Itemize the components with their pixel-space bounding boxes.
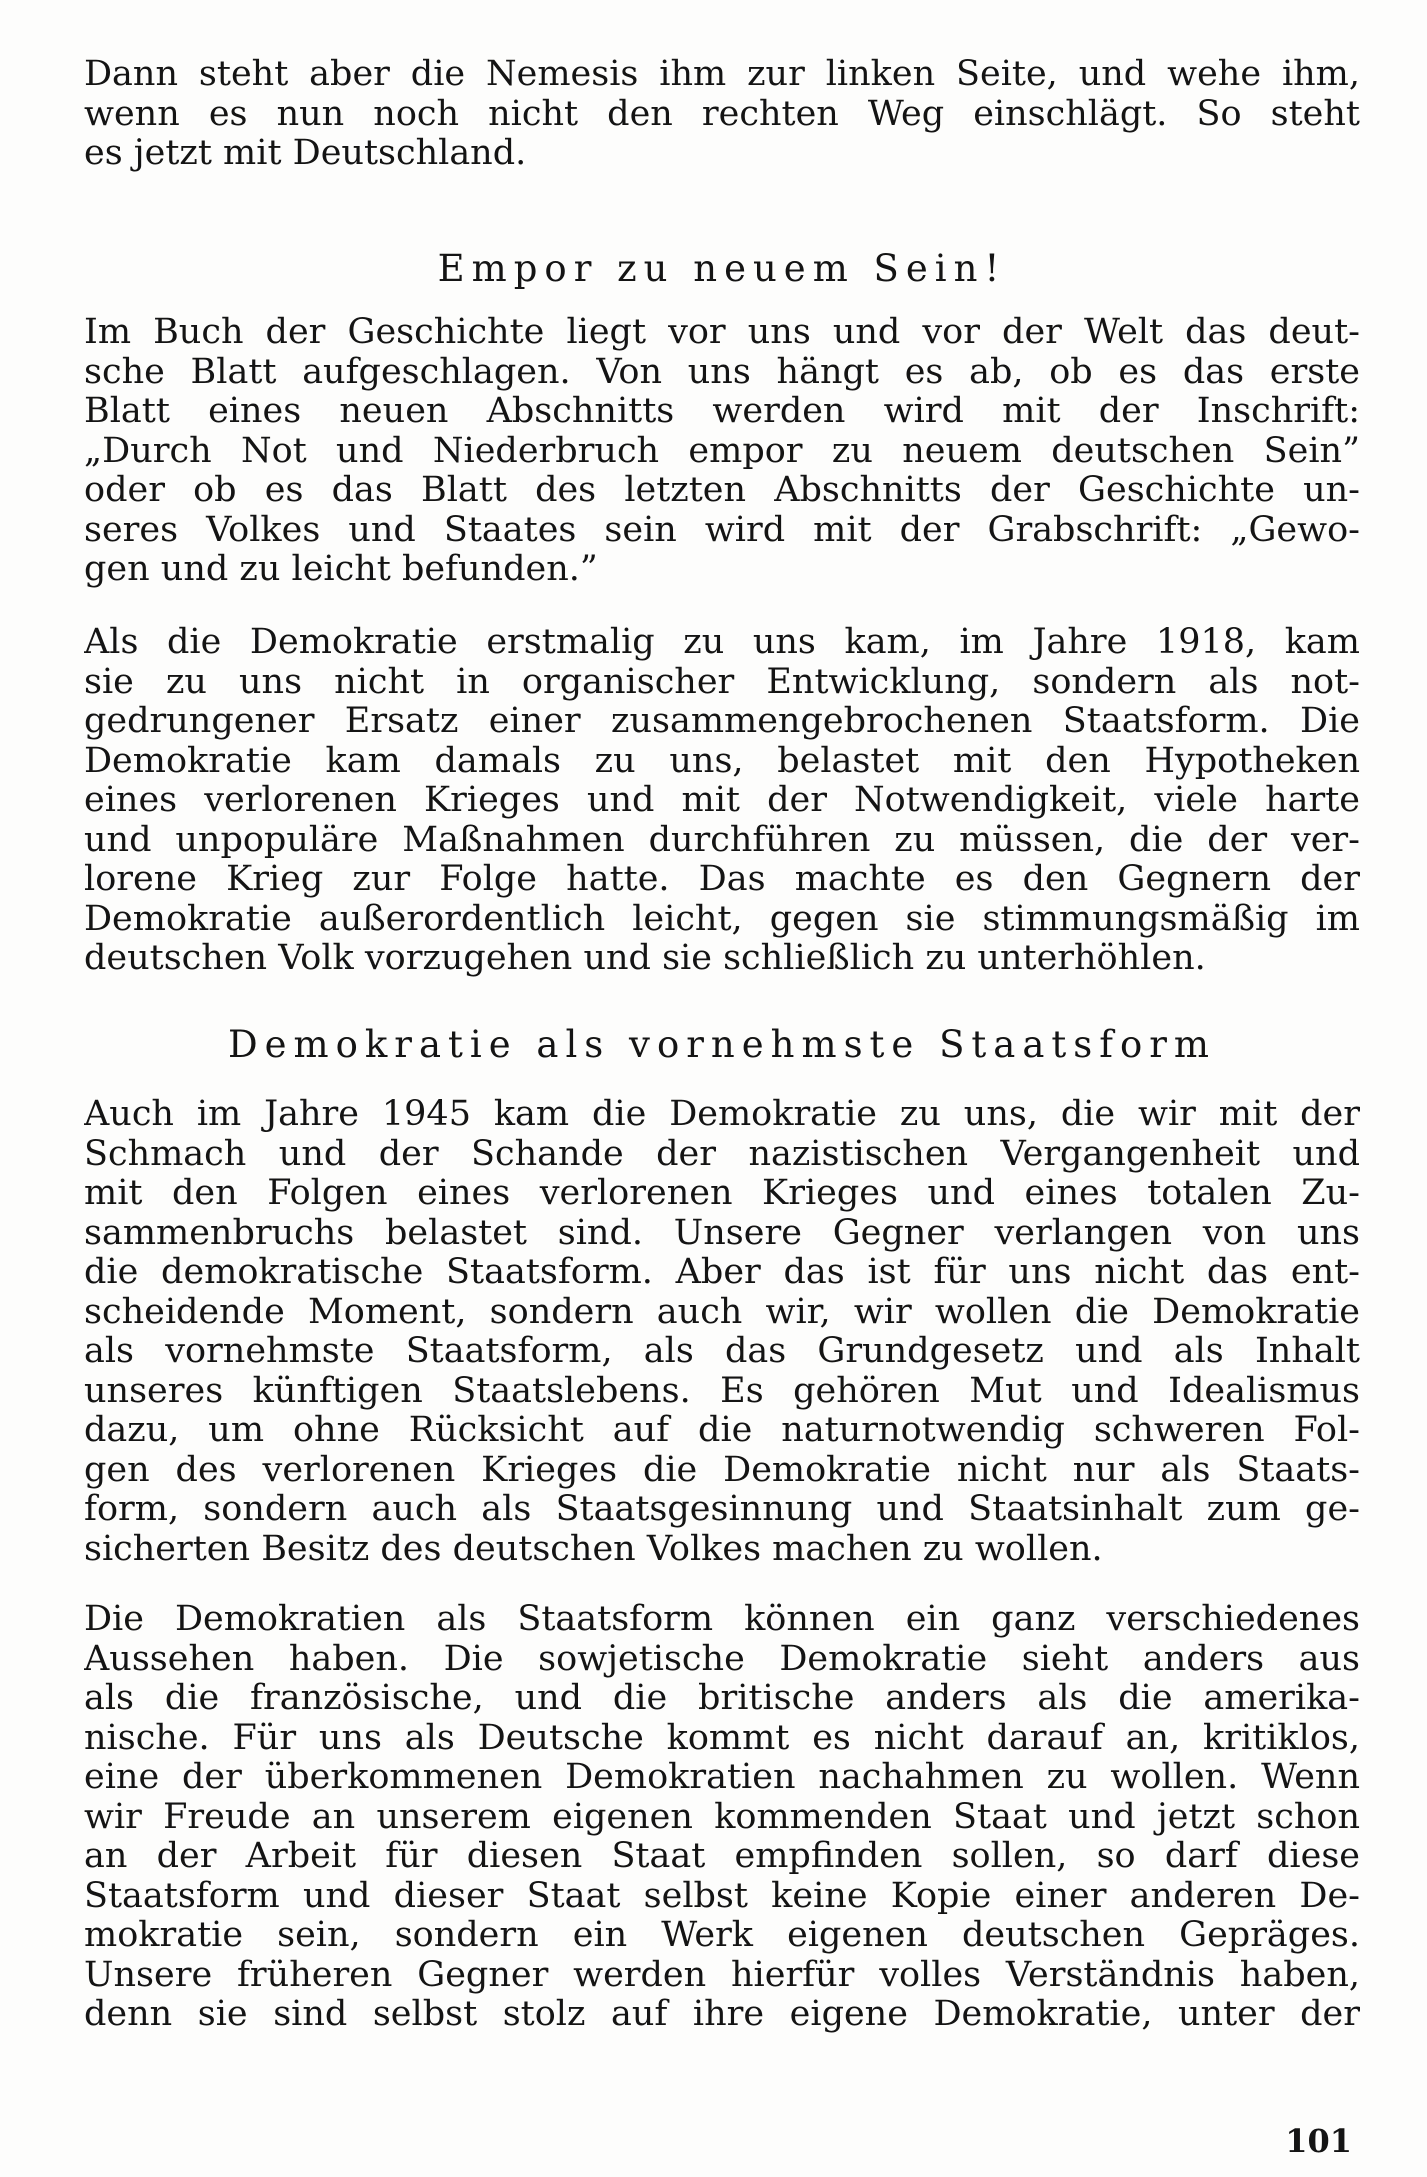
text-line: Demokratie außerordentlich leicht, gegen sie stimmungsmäßig im — [84, 899, 1360, 939]
paragraph-demokratie-1918 — [84, 623, 1360, 979]
text-line: scheidende Moment, sondern auch wir, wir wollen die Demokratie — [84, 1292, 1360, 1332]
text-line: eine der überkommenen Demokratien nachahmen zu wollen. Wenn — [84, 1758, 1360, 1797]
text-line: Blatt eines neuen Abschnitts werden wird mit der Inschrift: — [84, 392, 1360, 431]
text-line: Die Demokratien als Staatsform können ein ganz verschiedenes — [84, 1600, 1360, 1639]
section-heading-empor: Empor zu neuem Sein! — [437, 247, 1007, 290]
text-line: und unpopuläre Maßnahmen durchführen zu müssen, die der ver- — [84, 820, 1360, 860]
text-line: Demokratie kam damals zu uns, belastet mit den Hypotheken — [84, 741, 1360, 781]
text-line: Als die Demokratie erstmalig zu uns kam, im Jahre 1918, kam — [84, 623, 1360, 662]
text-line: Aussehen haben. Die sowjetische Demokratie sieht anders aus — [84, 1639, 1360, 1679]
paragraph-demokratien-staatsform — [84, 1600, 1360, 2035]
text-line: gedrungener Ersatz einer zusammengebrochenen Staatsform. Die — [84, 702, 1360, 741]
text-line: form, sondern auch als Staatsgesinnung und Staatsinhalt zum ge- — [84, 1490, 1360, 1529]
text-line: sammenbruchs belastet sind. Unsere Gegner verlangen von uns — [84, 1213, 1360, 1253]
section-heading-demokratie: Demokratie als vornehmste Staatsform — [227, 1023, 1217, 1066]
text-line: seres Volkes und Staates sein wird mit der Grabschrift: „Gewo- — [84, 510, 1360, 550]
text-line: als vornehmste Staatsform, als das Grundgesetz und als Inhalt — [84, 1332, 1360, 1371]
text-line: die demokratische Staatsform. Aber das ist für uns nicht das ent- — [84, 1253, 1360, 1292]
text-line: Schmach und der Schande der nazistischen Vergangenheit und — [84, 1134, 1360, 1174]
text-line: an der Arbeit für diesen Staat empfinden sollen, so darf diese — [84, 1837, 1360, 1876]
text-line: gen und zu leicht befunden.” — [84, 550, 598, 589]
text-line: deutschen Volk vorzugehen und sie schließlich zu unterhöhlen. — [84, 939, 1206, 978]
paragraph-buch-der-geschichte — [84, 313, 1360, 590]
text-line: eines verlorenen Krieges und mit der Notwendigkeit, viele harte — [84, 781, 1360, 820]
text-line: mit den Folgen eines verlorenen Krieges und eines totalen Zu- — [84, 1174, 1360, 1213]
text-line: Staatsform und dieser Staat selbst keine Kopie einer anderen De- — [84, 1876, 1360, 1916]
text-line: Dann steht aber die Nemesis ihm zur linken Seite, und wehe ihm, — [84, 55, 1360, 94]
page-number: 101 — [1285, 2122, 1352, 2160]
text-line: wir Freude an unserem eigenen kommenden Staat und jetzt schon — [84, 1797, 1360, 1837]
text-line: Auch im Jahre 1945 kam die Demokratie zu uns, die wir mit der — [84, 1095, 1360, 1134]
text-line: Unsere früheren Gegner werden hierfür volles Verständnis haben, — [84, 1955, 1360, 1995]
text-line: als die französische, und die britische anders als die amerika- — [84, 1679, 1360, 1718]
text-line: wenn es nun noch nicht den rechten Weg einschlägt. So steht — [84, 94, 1360, 134]
text-line: mokratie sein, sondern ein Werk eigenen deutschen Gepräges. — [84, 1916, 1360, 1955]
text-line: gen des verlorenen Krieges die Demokratie nicht nur als Staats- — [84, 1450, 1360, 1490]
text-line: nische. Für uns als Deutsche kommt es nicht darauf an, kritiklos, — [84, 1718, 1360, 1758]
text-line: „Durch Not und Niederbruch empor zu neuem deutschen Sein” — [84, 431, 1360, 471]
text-line: lorene Krieg zur Folge hatte. Das machte es den Gegnern der — [84, 860, 1360, 899]
text-line: Im Buch der Geschichte liegt vor uns und vor der Welt das deut- — [84, 313, 1360, 352]
text-line: unseres künftigen Staatslebens. Es gehören Mut und Idealismus — [84, 1371, 1360, 1411]
text-line: sicherten Besitz des deutschen Volkes machen zu wollen. — [84, 1529, 1103, 1569]
text-line: sie zu uns nicht in organischer Entwicklung, sondern als not- — [84, 662, 1360, 702]
text-line: sche Blatt aufgeschlagen. Von uns hängt es ab, ob es das erste — [84, 352, 1360, 392]
paragraph-opening — [84, 55, 1360, 174]
text-line: oder ob es das Blatt des letzten Abschnitts der Geschichte un- — [84, 471, 1360, 510]
paragraph-jahre-1945 — [84, 1095, 1360, 1569]
text-line: denn sie sind selbst stolz auf ihre eigene Demokratie, unter der — [84, 1995, 1360, 2034]
text-line: dazu, um ohne Rücksicht auf die naturnotwendig schweren Fol- — [84, 1411, 1360, 1450]
text-line: es jetzt mit Deutschland. — [84, 134, 527, 173]
